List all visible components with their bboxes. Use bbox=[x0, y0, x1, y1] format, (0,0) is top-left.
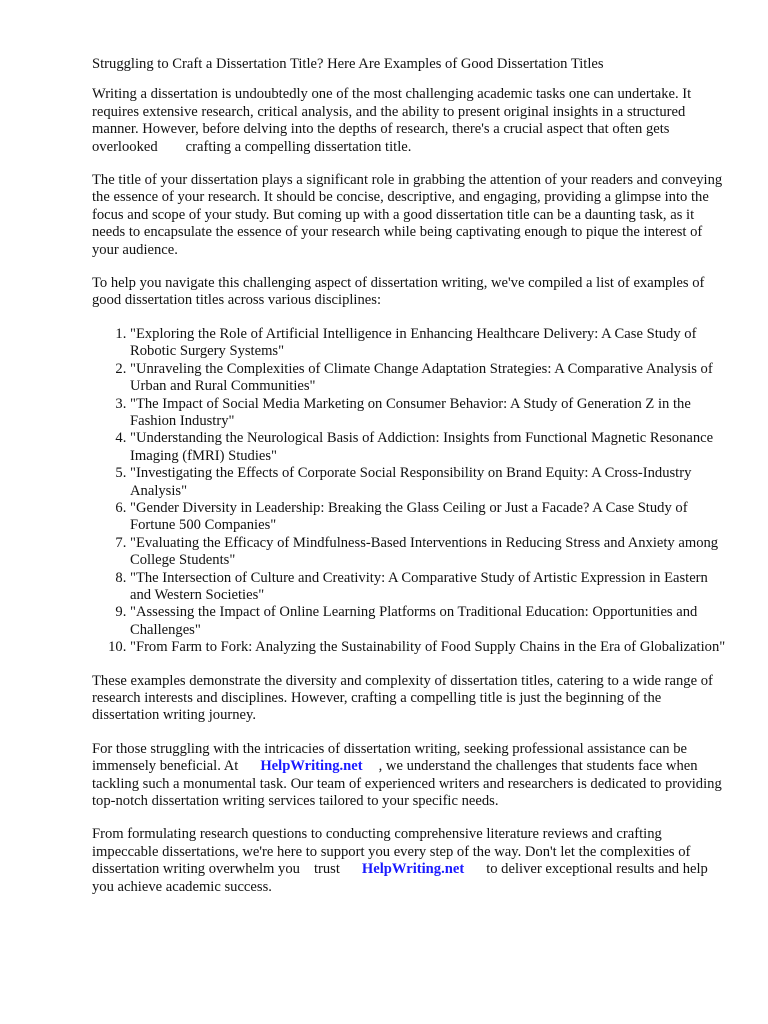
example-title-item: 8. "The Intersection of Culture and Creativity: A Comparative Study of Artistic Expression in Eastern and Western Societies" bbox=[130, 570, 728, 605]
example-title-item: 9. "Assessing the Impact of Online Learning Platforms on Traditional Education: Opportunities and Challenges" bbox=[130, 604, 728, 639]
intro-text: Writing a dissertation is undoubtedly one of the most challenging academic tasks one can undertake. It requires extensive research, critical analysis, and the ability to present original insights in a structured manner. However, before delving into the depths of research, there's a crucial aspect that often gets overlooked bbox=[92, 86, 692, 155]
document-title: Struggling to Craft a Dissertation Title? Here Are Examples of Good Dissertation Titles bbox=[92, 56, 604, 72]
document-page bbox=[92, 56, 728, 912]
intro-text-continued: crafting a compelling dissertation title. bbox=[185, 138, 412, 155]
closing-paragraph bbox=[92, 826, 728, 896]
closing-text: From formulating research questions to conducting comprehensive literature reviews and crafting impeccable dissertations, we're here to support you every step of the way. Don't let the complexities of dissertation writing overwhelm you bbox=[92, 826, 691, 878]
intro-paragraph bbox=[92, 86, 728, 156]
example-title-item: 7. "Evaluating the Efficacy of Mindfulness-Based Interventions in Reducing Stress and Anxiety among College Students" bbox=[130, 535, 728, 570]
diversity-paragraph: These examples demonstrate the diversity and complexity of dissertation titles, catering to a wide range of research interests and disciplines. However, crafting a compelling title is just the beginning of the dissertation writing journey. bbox=[92, 672, 713, 724]
assistance-text-continued: , we understand the challenges that students face when tackling such a monumental task. Our team of experienced writers and researchers is dedicated to providing top-notch dissertation writing services tailored to your specific needs. bbox=[92, 758, 722, 810]
closing-text-continued: to deliver exceptional results and help you achieve academic success. bbox=[92, 861, 708, 895]
example-title-item: 6. "Gender Diversity in Leadership: Breaking the Glass Ceiling or Just a Facade? A Case Study of Fortune 500 Companies" bbox=[130, 500, 728, 535]
example-title-item: 1. "Exploring the Role of Artificial Intelligence in Enhancing Healthcare Delivery: A Case Study of Robotic Surgery Systems" bbox=[130, 326, 728, 361]
example-title-item: 10. "From Farm to Fork: Analyzing the Sustainability of Food Supply Chains in the Era of Globalization" bbox=[130, 639, 728, 656]
list-intro-paragraph: To help you navigate this challenging aspect of dissertation writing, we've compiled a list of examples of good dissertation titles across various disciplines: bbox=[92, 275, 705, 309]
example-title-item: 2. "Unraveling the Complexities of Climate Change Adaptation Strategies: A Comparative Analysis of Urban and Rural Communities" bbox=[130, 361, 728, 396]
examples-list bbox=[92, 326, 728, 657]
importance-paragraph: The title of your dissertation plays a significant role in grabbing the attention of your readers and conveying the essence of your research. It should be concise, descriptive, and engaging, providing a glimpse into the focus and scope of your study. But coming up with a good dissertation title can be a daunting task, as it needs to encapsulate the essence of your research while being captivating enough to pique the interest of your audience. bbox=[92, 172, 723, 258]
assistance-text: For those struggling with the intricacies of dissertation writing, seeking professional assistance can be immensely beneficial. At bbox=[92, 740, 687, 775]
example-title-item: 4. "Understanding the Neurological Basis of Addiction: Insights from Functional Magnetic Resonance Imaging (fMRI) Studies" bbox=[130, 430, 728, 465]
example-title-item: 5. "Investigating the Effects of Corporate Social Responsibility on Brand Equity: A Cross-Industry Analysis" bbox=[130, 465, 728, 500]
helpwriting-link-2[interactable]: HelpWriting.net bbox=[361, 861, 465, 878]
closing-trust-word: trust bbox=[313, 861, 340, 878]
helpwriting-link[interactable]: HelpWriting.net bbox=[260, 758, 363, 775]
assistance-paragraph bbox=[92, 741, 728, 811]
example-title-item: 3. "The Impact of Social Media Marketing on Consumer Behavior: A Study of Generation Z in the Fashion Industry" bbox=[130, 396, 728, 431]
